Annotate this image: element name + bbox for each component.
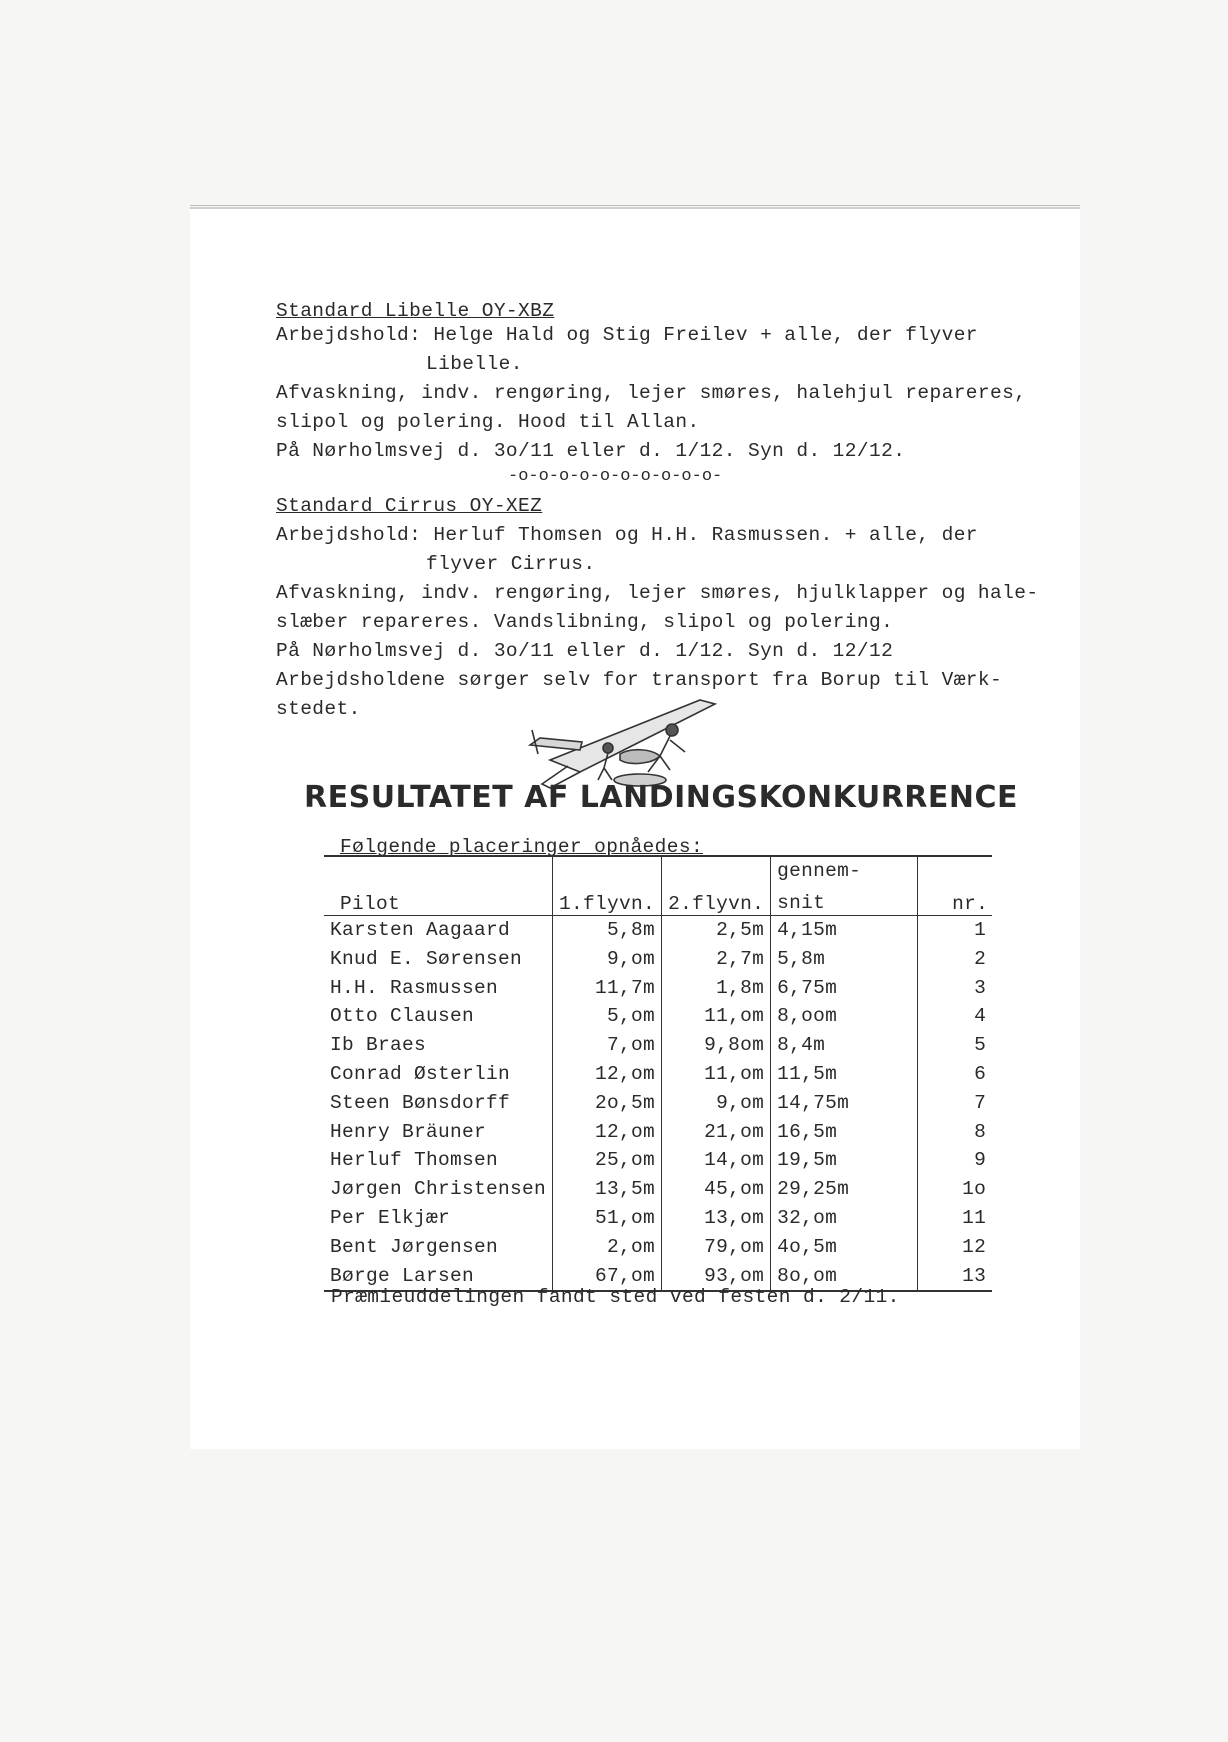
flight2-cell: 21,om (662, 1117, 771, 1146)
rank-cell: 9 (918, 1146, 993, 1175)
table-row (324, 1146, 992, 1175)
table-row (324, 1117, 992, 1146)
average-cell: 8,4m (771, 1031, 918, 1060)
flight1-cell: 2o,5m (553, 1088, 662, 1117)
pilot-cell: Conrad Østerlin (330, 1062, 511, 1085)
pilot-cell: Steen Bønsdorff (330, 1091, 511, 1114)
header-pilot: Pilot (324, 886, 553, 915)
results-footer: Præmieuddelingen fandt sted ved festen d. 2/11. (331, 1286, 900, 1308)
average-cell: 16,5m (771, 1117, 918, 1146)
libelle-work-line2: slipol og polering. Hood til Allan. (276, 411, 700, 433)
header-average-top: gennem- (771, 856, 918, 886)
pilot-cell: Knud E. Sørensen (330, 947, 523, 970)
rank-cell: 6 (918, 1060, 993, 1089)
results-table (324, 855, 992, 1292)
flight1-cell: 12,om (553, 1060, 662, 1089)
rank-cell: 3 (918, 973, 993, 1002)
rank-cell: 1o (918, 1175, 993, 1204)
table-row (324, 973, 992, 1002)
rank-cell: 5 (918, 1031, 993, 1060)
table-row (324, 1031, 992, 1060)
libelle-heading: Standard Libelle OY-XBZ (276, 300, 555, 322)
flight2-cell: 9,om (662, 1088, 771, 1117)
average-cell: 11,5m (771, 1060, 918, 1089)
header-flight1: 1.flyvn. (553, 886, 662, 915)
page-top-edge (190, 205, 1080, 206)
rank-cell: 7 (918, 1088, 993, 1117)
average-cell: 8o,om (771, 1261, 918, 1291)
flight2-cell: 13,om (662, 1204, 771, 1233)
flight1-cell: 7,om (553, 1031, 662, 1060)
cirrus-work-line2: slæber repareres. Vandslibning, slipol og polering. (276, 611, 894, 633)
average-cell: 32,om (771, 1204, 918, 1233)
rank-cell: 8 (918, 1117, 993, 1146)
cirrus-place-line: På Nørholmsvej d. 3o/11 eller d. 1/12. Syn d. 12/12 (276, 640, 894, 662)
cirrus-work-line1: Afvaskning, indv. rengøring, lejer smøres, hjulklapper og hale- (276, 582, 1039, 604)
average-cell: 5,8m (771, 944, 918, 973)
pilot-cell: Børge Larsen (324, 1261, 553, 1291)
pilot-cell: Bent Jørgensen (330, 1235, 499, 1258)
rank-cell: 11 (918, 1204, 993, 1233)
table-row (324, 1232, 992, 1261)
flight1-cell: 51,om (553, 1204, 662, 1233)
flight2-cell: 11,om (662, 1060, 771, 1089)
rank-cell: 2 (918, 944, 993, 973)
average-cell: 29,25m (771, 1175, 918, 1204)
rank-cell: 12 (918, 1232, 993, 1261)
pilot-cell: Herluf Thomsen (330, 1149, 499, 1172)
flight1-cell: 5,om (553, 1002, 662, 1031)
cirrus-crew-line1: Arbejdshold: Herluf Thomsen og H.H. Rasmussen. + alle, der (276, 524, 978, 546)
header-flight2: 2.flyvn. (662, 886, 771, 915)
pilot-cell: Karsten Aagaard (330, 918, 511, 941)
flight1-cell: 11,7m (553, 973, 662, 1002)
table-header (324, 886, 992, 915)
libelle-place-line: På Nørholmsvej d. 3o/11 eller d. 1/12. Syn d. 12/12. (276, 440, 906, 462)
table-row (324, 944, 992, 973)
average-cell: 4o,5m (771, 1232, 918, 1261)
libelle-crew-line1: Arbejdshold: Helge Hald og Stig Freilev + alle, der flyver (276, 324, 978, 346)
pilot-cell: Per Elkjær (330, 1206, 451, 1229)
flight2-cell: 93,om (662, 1261, 771, 1291)
cirrus-crew-line2: flyver Cirrus. (426, 553, 596, 575)
rank-cell: 1 (918, 915, 993, 944)
flight1-cell: 5,8m (553, 915, 662, 944)
table-row (324, 1088, 992, 1117)
flight2-cell: 2,5m (662, 915, 771, 944)
average-cell: 14,75m (771, 1088, 918, 1117)
flight1-cell: 12,om (553, 1117, 662, 1146)
pilot-cell: Henry Bräuner (330, 1120, 487, 1143)
libelle-crew-line2: Libelle. (426, 353, 523, 375)
flight2-cell: 79,om (662, 1232, 771, 1261)
cirrus-transport-line2: stedet. (276, 698, 361, 720)
libelle-work-line1: Afvaskning, indv. rengøring, lejer smøres, halehjul repareres, (276, 382, 1027, 404)
flight1-cell: 67,om (553, 1261, 662, 1291)
pilot-cell: Otto Clausen (330, 1005, 475, 1028)
rank-cell: 13 (918, 1261, 993, 1291)
average-cell: 4,15m (771, 915, 918, 944)
cirrus-transport-line1: Arbejdsholdene sørger selv for transport fra Borup til Værk- (276, 669, 1003, 691)
header-nr: nr. (918, 886, 993, 915)
table-row (324, 1002, 992, 1031)
pilot-cell: Jørgen Christensen (330, 1178, 547, 1201)
flight2-cell: 1,8m (662, 973, 771, 1002)
flight2-cell: 45,om (662, 1175, 771, 1204)
cirrus-heading: Standard Cirrus OY-XEZ (276, 495, 543, 517)
flight1-cell: 9,om (553, 944, 662, 973)
flight1-cell: 13,5m (553, 1175, 662, 1204)
average-cell: 8,oom (771, 1002, 918, 1031)
section-separator: -o-o-o-o-o-o-o-o-o-o- (508, 467, 723, 486)
table-row (324, 1204, 992, 1233)
pilot-cell: H.H. Rasmussen (330, 976, 499, 999)
flight1-cell: 2,om (553, 1232, 662, 1261)
flight2-cell: 9,8om (662, 1031, 771, 1060)
header-average-bottom: snit (771, 886, 918, 915)
pilot-cell: Ib Braes (330, 1034, 427, 1057)
table-row (324, 1175, 992, 1204)
flight2-cell: 2,7m (662, 944, 771, 973)
results-intro: Følgende placeringer opnåedes: (340, 836, 704, 858)
flight1-cell: 25,om (553, 1146, 662, 1175)
average-cell: 19,5m (771, 1146, 918, 1175)
average-cell: 6,75m (771, 973, 918, 1002)
rank-cell: 4 (918, 1002, 993, 1031)
table-row (324, 915, 992, 944)
flight2-cell: 14,om (662, 1146, 771, 1175)
table-header-top (324, 856, 992, 886)
results-title: RESULTATET AF LANDINGSKONKURRENCE (304, 780, 1018, 815)
table-row (324, 1060, 992, 1089)
flight2-cell: 11,om (662, 1002, 771, 1031)
